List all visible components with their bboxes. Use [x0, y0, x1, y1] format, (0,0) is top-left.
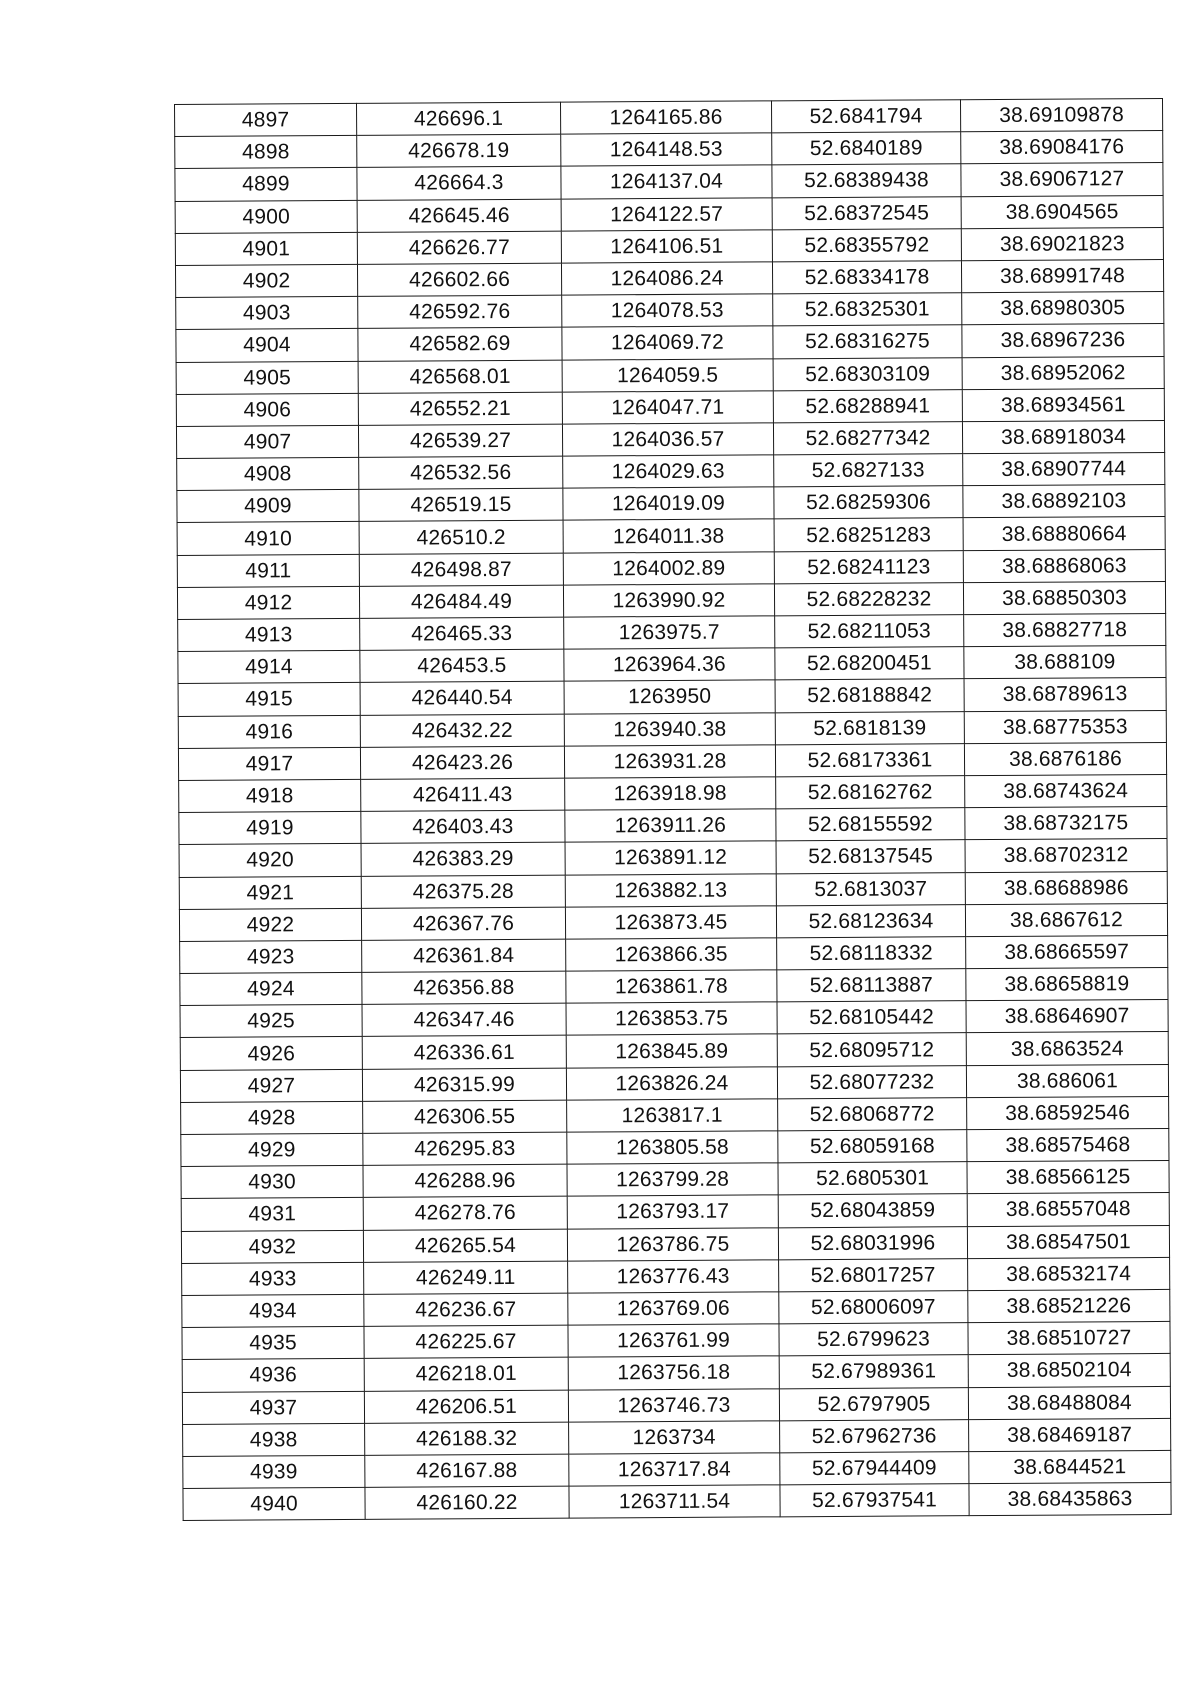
x-coordinate-cell: 426453.5 [360, 649, 564, 682]
longitude-cell: 38.68827718 [964, 613, 1166, 646]
latitude-cell: 52.68105442 [777, 1001, 966, 1034]
latitude-cell: 52.68200451 [775, 647, 964, 680]
x-coordinate-cell: 426510.2 [359, 521, 563, 554]
x-coordinate-cell: 426188.32 [365, 1422, 569, 1455]
latitude-cell: 52.68043859 [778, 1194, 967, 1227]
latitude-cell: 52.68068772 [778, 1097, 967, 1130]
longitude-cell: 38.6844521 [969, 1450, 1171, 1483]
latitude-cell: 52.68031996 [778, 1226, 967, 1259]
x-coordinate-cell: 426361.84 [362, 939, 566, 972]
latitude-cell: 52.68173361 [775, 743, 964, 776]
point-number-cell: 4899 [175, 168, 357, 201]
x-coordinate-cell: 426315.99 [362, 1068, 566, 1101]
point-number-cell: 4921 [179, 876, 361, 909]
latitude-cell: 52.68095712 [777, 1033, 966, 1066]
point-number-cell: 4900 [175, 200, 357, 233]
x-coordinate-cell: 426356.88 [362, 971, 566, 1004]
x-coordinate-cell: 426440.54 [360, 682, 564, 715]
point-number-cell: 4927 [180, 1069, 362, 1102]
y-coordinate-cell: 1263891.12 [565, 841, 776, 874]
longitude-cell: 38.68991748 [961, 259, 1163, 292]
latitude-cell: 52.68162762 [776, 776, 965, 809]
x-coordinate-cell: 426645.46 [357, 199, 561, 232]
point-number-cell: 4922 [179, 908, 361, 941]
longitude-cell: 38.6863524 [966, 1032, 1168, 1065]
y-coordinate-cell: 1263793.17 [567, 1195, 778, 1228]
y-coordinate-cell: 1264137.04 [561, 165, 772, 198]
point-number-cell: 4915 [178, 683, 360, 716]
point-number-cell: 4940 [183, 1487, 365, 1520]
point-number-cell: 4911 [177, 554, 359, 587]
latitude-cell: 52.68303109 [773, 357, 962, 390]
longitude-cell: 38.68488084 [968, 1386, 1170, 1419]
y-coordinate-cell: 1264106.51 [561, 230, 772, 263]
point-number-cell: 4902 [175, 264, 357, 297]
y-coordinate-cell: 1263861.78 [566, 970, 777, 1003]
latitude-cell: 52.68355792 [772, 228, 961, 261]
y-coordinate-cell: 1264036.57 [562, 423, 773, 456]
x-coordinate-cell: 426696.1 [356, 102, 560, 135]
longitude-cell: 38.68665597 [966, 935, 1168, 968]
y-coordinate-cell: 1263866.35 [566, 938, 777, 971]
longitude-cell: 38.68907744 [963, 453, 1165, 486]
longitude-cell: 38.69084176 [961, 131, 1163, 164]
longitude-cell: 38.6876186 [964, 742, 1166, 775]
longitude-cell: 38.68732175 [965, 807, 1167, 840]
point-number-cell: 4914 [178, 651, 360, 684]
latitude-cell: 52.68006097 [779, 1291, 968, 1324]
y-coordinate-cell: 1264047.71 [562, 391, 773, 424]
point-number-cell: 4936 [182, 1359, 364, 1392]
longitude-cell: 38.68547501 [967, 1225, 1169, 1258]
y-coordinate-cell: 1263882.13 [565, 873, 776, 906]
x-coordinate-cell: 426423.26 [360, 746, 564, 779]
y-coordinate-cell: 1263931.28 [564, 745, 775, 778]
longitude-cell: 38.686061 [966, 1064, 1168, 1097]
point-number-cell: 4917 [178, 747, 360, 780]
y-coordinate-cell: 1263853.75 [566, 1002, 777, 1035]
latitude-cell: 52.68241123 [774, 550, 963, 583]
point-number-cell: 4910 [177, 522, 359, 555]
longitude-cell: 38.68868063 [963, 549, 1165, 582]
point-number-cell: 4938 [183, 1423, 365, 1456]
x-coordinate-cell: 426626.77 [357, 231, 561, 264]
longitude-cell: 38.68521226 [968, 1289, 1170, 1322]
y-coordinate-cell: 1263826.24 [566, 1066, 777, 1099]
x-coordinate-cell: 426347.46 [362, 1003, 566, 1036]
latitude-cell: 52.68316275 [773, 325, 962, 358]
y-coordinate-cell: 1263711.54 [569, 1485, 780, 1518]
x-coordinate-cell: 426498.87 [359, 553, 563, 586]
point-number-cell: 4897 [175, 103, 357, 136]
longitude-cell: 38.69067127 [961, 163, 1163, 196]
longitude-cell: 38.68469187 [969, 1418, 1171, 1451]
y-coordinate-cell: 1264029.63 [563, 455, 774, 488]
longitude-cell: 38.688109 [964, 646, 1166, 679]
point-number-cell: 4906 [176, 393, 358, 426]
x-coordinate-cell: 426568.01 [358, 360, 562, 393]
longitude-cell: 38.68789613 [964, 678, 1166, 711]
point-number-cell: 4905 [176, 361, 358, 394]
x-coordinate-cell: 426592.76 [358, 295, 562, 328]
point-number-cell: 4933 [182, 1262, 364, 1295]
point-number-cell: 4935 [182, 1326, 364, 1359]
point-number-cell: 4904 [176, 329, 358, 362]
point-number-cell: 4907 [176, 425, 358, 458]
latitude-cell: 52.68372545 [772, 196, 961, 229]
y-coordinate-cell: 1264019.09 [563, 487, 774, 520]
latitude-cell: 52.6799623 [779, 1323, 968, 1356]
y-coordinate-cell: 1263990.92 [563, 584, 774, 617]
point-number-cell: 4901 [175, 232, 357, 265]
longitude-cell: 38.68892103 [963, 485, 1165, 518]
x-coordinate-cell: 426306.55 [363, 1100, 567, 1133]
y-coordinate-cell: 1263975.7 [564, 616, 775, 649]
x-coordinate-cell: 426411.43 [361, 778, 565, 811]
y-coordinate-cell: 1264122.57 [561, 197, 772, 230]
longitude-cell: 38.6867612 [965, 903, 1167, 936]
point-number-cell: 4931 [181, 1198, 363, 1231]
y-coordinate-cell: 1264069.72 [562, 326, 773, 359]
longitude-cell: 38.68557048 [967, 1193, 1169, 1226]
point-number-cell: 4909 [177, 490, 359, 523]
latitude-cell: 52.68113887 [777, 969, 966, 1002]
longitude-cell: 38.68688986 [965, 871, 1167, 904]
point-number-cell: 4912 [177, 586, 359, 619]
longitude-cell: 38.68658819 [966, 968, 1168, 1001]
y-coordinate-cell: 1263918.98 [565, 777, 776, 810]
x-coordinate-cell: 426265.54 [363, 1229, 567, 1262]
latitude-cell: 52.68077232 [777, 1065, 966, 1098]
point-number-cell: 4924 [180, 972, 362, 1005]
y-coordinate-cell: 1264165.86 [560, 101, 771, 134]
longitude-cell: 38.68592546 [967, 1096, 1169, 1129]
y-coordinate-cell: 1263964.36 [564, 648, 775, 681]
longitude-cell: 38.68967236 [962, 324, 1164, 357]
x-coordinate-cell: 426552.21 [358, 392, 562, 425]
y-coordinate-cell: 1263873.45 [565, 906, 776, 939]
table-row [183, 1482, 1171, 1520]
longitude-cell: 38.68743624 [965, 774, 1167, 807]
point-number-cell: 4939 [183, 1455, 365, 1488]
x-coordinate-cell: 426160.22 [365, 1486, 569, 1519]
longitude-cell: 38.69109878 [960, 98, 1162, 131]
x-coordinate-cell: 426403.43 [361, 810, 565, 843]
latitude-cell: 52.68334178 [772, 261, 961, 294]
y-coordinate-cell: 1264002.89 [563, 551, 774, 584]
y-coordinate-cell: 1264078.53 [562, 294, 773, 327]
table-body [175, 98, 1172, 1520]
x-coordinate-cell: 426532.56 [359, 456, 563, 489]
longitude-cell: 38.6904565 [961, 195, 1163, 228]
y-coordinate-cell: 1263805.58 [567, 1131, 778, 1164]
latitude-cell: 52.68155592 [776, 808, 965, 841]
x-coordinate-cell: 426465.33 [360, 617, 564, 650]
longitude-cell: 38.68850303 [963, 581, 1165, 614]
longitude-cell: 38.68775353 [964, 710, 1166, 743]
longitude-cell: 38.68566125 [967, 1161, 1169, 1194]
point-number-cell: 4918 [179, 779, 361, 812]
latitude-cell: 52.68277342 [773, 422, 962, 455]
y-coordinate-cell: 1263950 [564, 680, 775, 713]
x-coordinate-cell: 426336.61 [362, 1036, 566, 1069]
point-number-cell: 4898 [175, 136, 357, 169]
y-coordinate-cell: 1264059.5 [562, 358, 773, 391]
y-coordinate-cell: 1263769.06 [568, 1292, 779, 1325]
y-coordinate-cell: 1263845.89 [566, 1034, 777, 1067]
longitude-cell: 38.68510727 [968, 1322, 1170, 1355]
x-coordinate-cell: 426218.01 [364, 1357, 568, 1390]
longitude-cell: 38.69021823 [961, 227, 1163, 260]
x-coordinate-cell: 426519.15 [359, 488, 563, 521]
y-coordinate-cell: 1263734 [569, 1421, 780, 1454]
longitude-cell: 38.68502104 [968, 1354, 1170, 1387]
point-number-cell: 4916 [178, 715, 360, 748]
latitude-cell: 52.68059168 [778, 1130, 967, 1163]
x-coordinate-cell: 426602.66 [357, 263, 561, 296]
y-coordinate-cell: 1263761.99 [568, 1324, 779, 1357]
latitude-cell: 52.68137545 [776, 840, 965, 873]
latitude-cell: 52.68251283 [774, 518, 963, 551]
x-coordinate-cell: 426167.88 [365, 1454, 569, 1487]
longitude-cell: 38.68880664 [963, 517, 1165, 550]
x-coordinate-cell: 426249.11 [364, 1261, 568, 1294]
y-coordinate-cell: 1263817.1 [567, 1099, 778, 1132]
latitude-cell: 52.68288941 [773, 389, 962, 422]
x-coordinate-cell: 426288.96 [363, 1164, 567, 1197]
x-coordinate-cell: 426664.3 [357, 167, 561, 200]
longitude-cell: 38.68532174 [968, 1257, 1170, 1290]
x-coordinate-cell: 426432.22 [360, 714, 564, 747]
y-coordinate-cell: 1264011.38 [563, 519, 774, 552]
y-coordinate-cell: 1263746.73 [568, 1388, 779, 1421]
point-number-cell: 4919 [179, 811, 361, 844]
latitude-cell: 52.67944409 [780, 1452, 969, 1485]
latitude-cell: 52.68325301 [773, 293, 962, 326]
point-number-cell: 4930 [181, 1166, 363, 1199]
latitude-cell: 52.6827133 [774, 454, 963, 487]
x-coordinate-cell: 426236.67 [364, 1293, 568, 1326]
latitude-cell: 52.68259306 [774, 486, 963, 519]
x-coordinate-cell: 426582.69 [358, 327, 562, 360]
point-number-cell: 4903 [176, 297, 358, 330]
latitude-cell: 52.68211053 [775, 615, 964, 648]
latitude-cell: 52.6841794 [771, 100, 960, 133]
y-coordinate-cell: 1263799.28 [567, 1163, 778, 1196]
x-coordinate-cell: 426367.76 [361, 907, 565, 940]
x-coordinate-cell: 426375.28 [361, 875, 565, 908]
longitude-cell: 38.68952062 [962, 356, 1164, 389]
y-coordinate-cell: 1263776.43 [568, 1260, 779, 1293]
latitude-cell: 52.6797905 [779, 1387, 968, 1420]
point-number-cell: 4920 [179, 844, 361, 877]
x-coordinate-cell: 426225.67 [364, 1325, 568, 1358]
latitude-cell: 52.67962736 [780, 1419, 969, 1452]
longitude-cell: 38.68435863 [969, 1482, 1171, 1515]
latitude-cell: 52.6818139 [775, 711, 964, 744]
x-coordinate-cell: 426678.19 [357, 134, 561, 167]
point-number-cell: 4937 [182, 1391, 364, 1424]
point-number-cell: 4926 [180, 1037, 362, 1070]
latitude-cell: 52.68228232 [774, 582, 963, 615]
latitude-cell: 52.6813037 [776, 872, 965, 905]
x-coordinate-cell: 426484.49 [359, 585, 563, 618]
longitude-cell: 38.68918034 [962, 420, 1164, 453]
y-coordinate-cell: 1263786.75 [567, 1227, 778, 1260]
point-number-cell: 4929 [181, 1133, 363, 1166]
x-coordinate-cell: 426278.76 [363, 1196, 567, 1229]
x-coordinate-cell: 426295.83 [363, 1132, 567, 1165]
point-number-cell: 4932 [181, 1230, 363, 1263]
point-number-cell: 4928 [181, 1101, 363, 1134]
y-coordinate-cell: 1263717.84 [569, 1453, 780, 1486]
latitude-cell: 52.6840189 [772, 132, 961, 165]
latitude-cell: 52.67989361 [779, 1355, 968, 1388]
point-number-cell: 4923 [180, 940, 362, 973]
latitude-cell: 52.68188842 [775, 679, 964, 712]
longitude-cell: 38.68702312 [965, 839, 1167, 872]
longitude-cell: 38.68980305 [962, 292, 1164, 325]
y-coordinate-cell: 1263756.18 [568, 1356, 779, 1389]
point-number-cell: 4913 [178, 618, 360, 651]
latitude-cell: 52.6805301 [778, 1162, 967, 1195]
point-number-cell: 4925 [180, 1005, 362, 1038]
point-number-cell: 4934 [182, 1294, 364, 1327]
x-coordinate-cell: 426539.27 [358, 424, 562, 457]
x-coordinate-cell: 426383.29 [361, 842, 565, 875]
latitude-cell: 52.68017257 [779, 1258, 968, 1291]
longitude-cell: 38.68575468 [967, 1128, 1169, 1161]
latitude-cell: 52.68118332 [777, 937, 966, 970]
latitude-cell: 52.68389438 [772, 164, 961, 197]
latitude-cell: 52.67937541 [780, 1484, 969, 1517]
point-number-cell: 4908 [177, 457, 359, 490]
x-coordinate-cell: 426206.51 [364, 1390, 568, 1423]
y-coordinate-cell: 1263911.26 [565, 809, 776, 842]
longitude-cell: 38.68934561 [962, 388, 1164, 421]
y-coordinate-cell: 1263940.38 [564, 712, 775, 745]
coordinates-table [174, 98, 1172, 1521]
y-coordinate-cell: 1264086.24 [561, 262, 772, 295]
latitude-cell: 52.68123634 [776, 904, 965, 937]
y-coordinate-cell: 1264148.53 [561, 133, 772, 166]
longitude-cell: 38.68646907 [966, 1000, 1168, 1033]
